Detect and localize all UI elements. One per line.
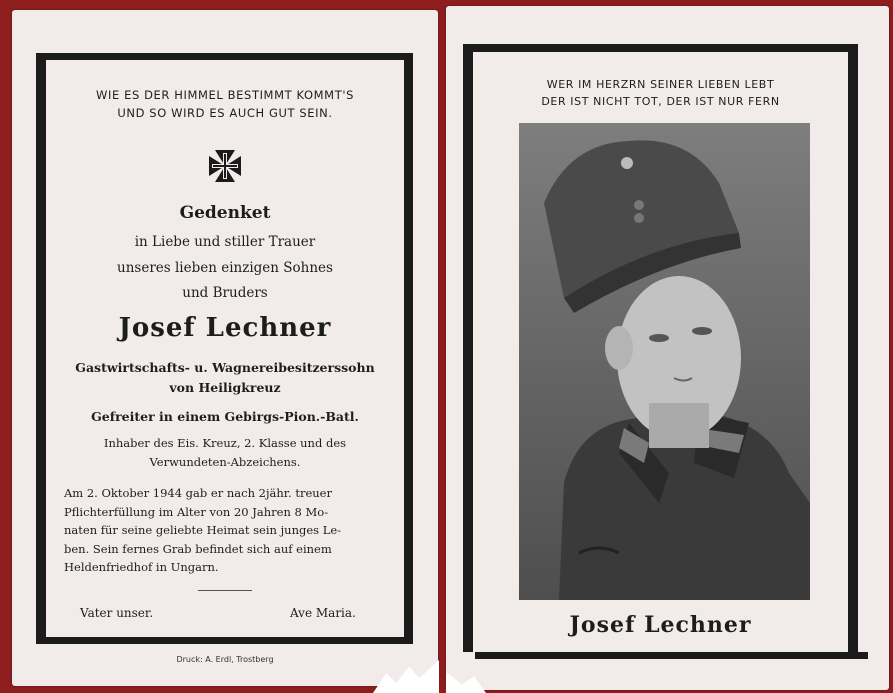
intro-line-3: und Bruders [182, 285, 268, 301]
death-paragraph [64, 484, 364, 577]
heading: Gedenket [179, 203, 271, 223]
border-left [36, 53, 46, 644]
paragraph-line: Am 2. Oktober 1944 gab er nach 2jähr. treuer [64, 486, 332, 500]
prayer-left: Vater unser. [80, 606, 154, 620]
prayer-right: Ave Maria. [290, 606, 356, 620]
paragraph-line: Pflichterfüllung im Alter von 20 Jahren 8 Mo- [64, 504, 329, 519]
decorations-line-2: Verwundeten-Abzeichens. [149, 455, 301, 469]
border-left [463, 44, 473, 652]
iron-cross-icon [207, 148, 243, 184]
intro-line-2: unseres lieben einzigen Sohnes [117, 260, 333, 276]
paragraph-line: Heldenfriedhof in Ungarn. [64, 560, 219, 574]
intro-line-1: in Liebe und stiller Trauer [134, 234, 316, 250]
motto-line-2: DER IST NICHT TOT, DER IST NUR FERN [541, 95, 780, 108]
border-right [404, 53, 413, 644]
divider [198, 590, 252, 591]
military-rank: Gefreiter in einem Gebirgs-Pion.-Batl. [91, 409, 359, 424]
deceased-name: Josef Lechner [118, 313, 332, 343]
motto-line-1: WIE ES DER HIMMEL BESTIMMT KOMMT'S [96, 88, 354, 102]
paragraph-line: naten für seine geliebte Heimat sein junges Le- [64, 523, 342, 537]
motto-line-1: WER IM HERZRN SEINER LIEBEN LEBT [546, 78, 775, 91]
occupation-line-1: Gastwirtschafts- u. Wagnereibesitzerssohn [75, 360, 375, 375]
printer-credit: Druck: A. Erdl, Trostberg [176, 655, 274, 664]
motto-line-2: UND SO WIRD ES AUCH GUT SEIN. [117, 106, 333, 120]
occupation-line-2: von Heiligkreuz [169, 380, 281, 395]
border-right [848, 44, 858, 656]
photo-caption-name: Josef Lechner [569, 612, 752, 638]
decorations-line-1: Inhaber des Eis. Kreuz, 2. Klasse und des [103, 436, 347, 450]
paragraph-line: ben. Sein fernes Grab befindet sich auf einem [64, 541, 332, 556]
soldier-portrait-photo [519, 123, 810, 600]
